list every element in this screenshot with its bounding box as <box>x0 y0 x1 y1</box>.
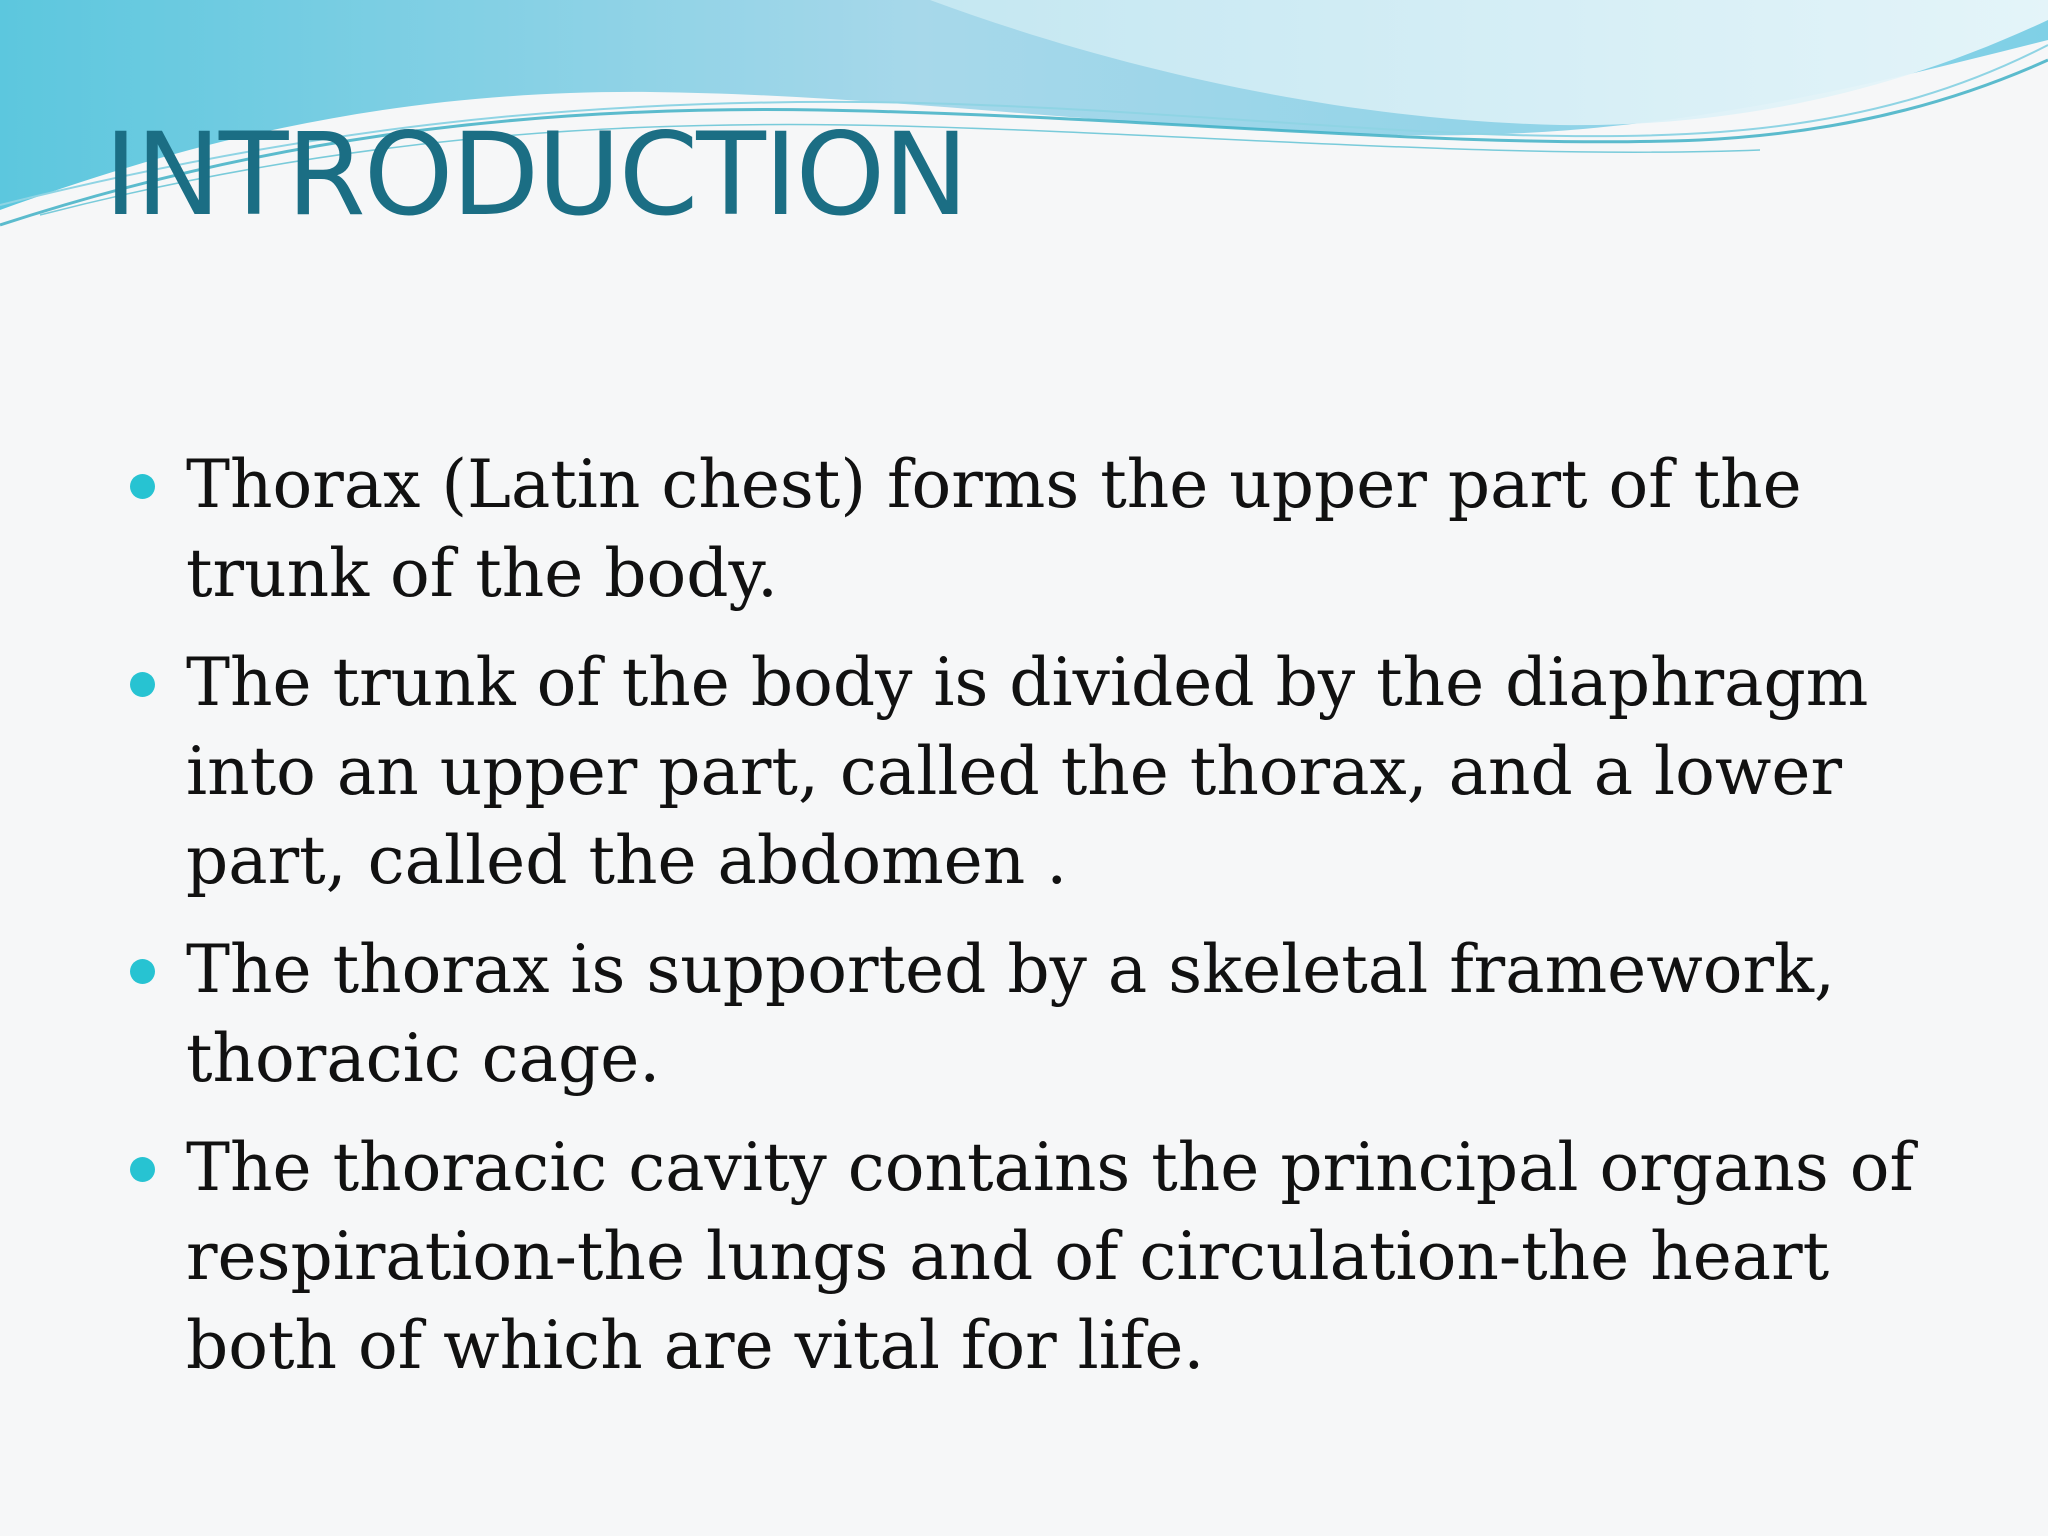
bullet-dot-icon <box>130 959 155 984</box>
bullet-item <box>130 925 1960 1103</box>
bullet-text: The thorax is supported by a skeletal framework, thoracic cage. <box>186 931 1835 1097</box>
slide-title: INTRODUCTION <box>104 108 967 241</box>
bullet-text: The trunk of the body is divided by the diaphragm into an upper part, called the thorax, and a lower part, called the abdomen . <box>186 644 1869 899</box>
bullet-item <box>130 638 1960 905</box>
bullet-dot-icon <box>130 1157 155 1182</box>
bullet-list <box>130 440 1960 1410</box>
bullet-text: The thoracic cavity contains the principal organs of respiration-the lungs and of circulation-the heart both of which are vital for life. <box>186 1129 1914 1384</box>
bullet-text: Thorax (Latin chest) forms the upper part of the trunk of the body. <box>186 446 1802 612</box>
bullet-item <box>130 1123 1960 1390</box>
bullet-dot-icon <box>130 474 155 499</box>
bullet-item <box>130 440 1960 618</box>
bullet-dot-icon <box>130 672 155 697</box>
